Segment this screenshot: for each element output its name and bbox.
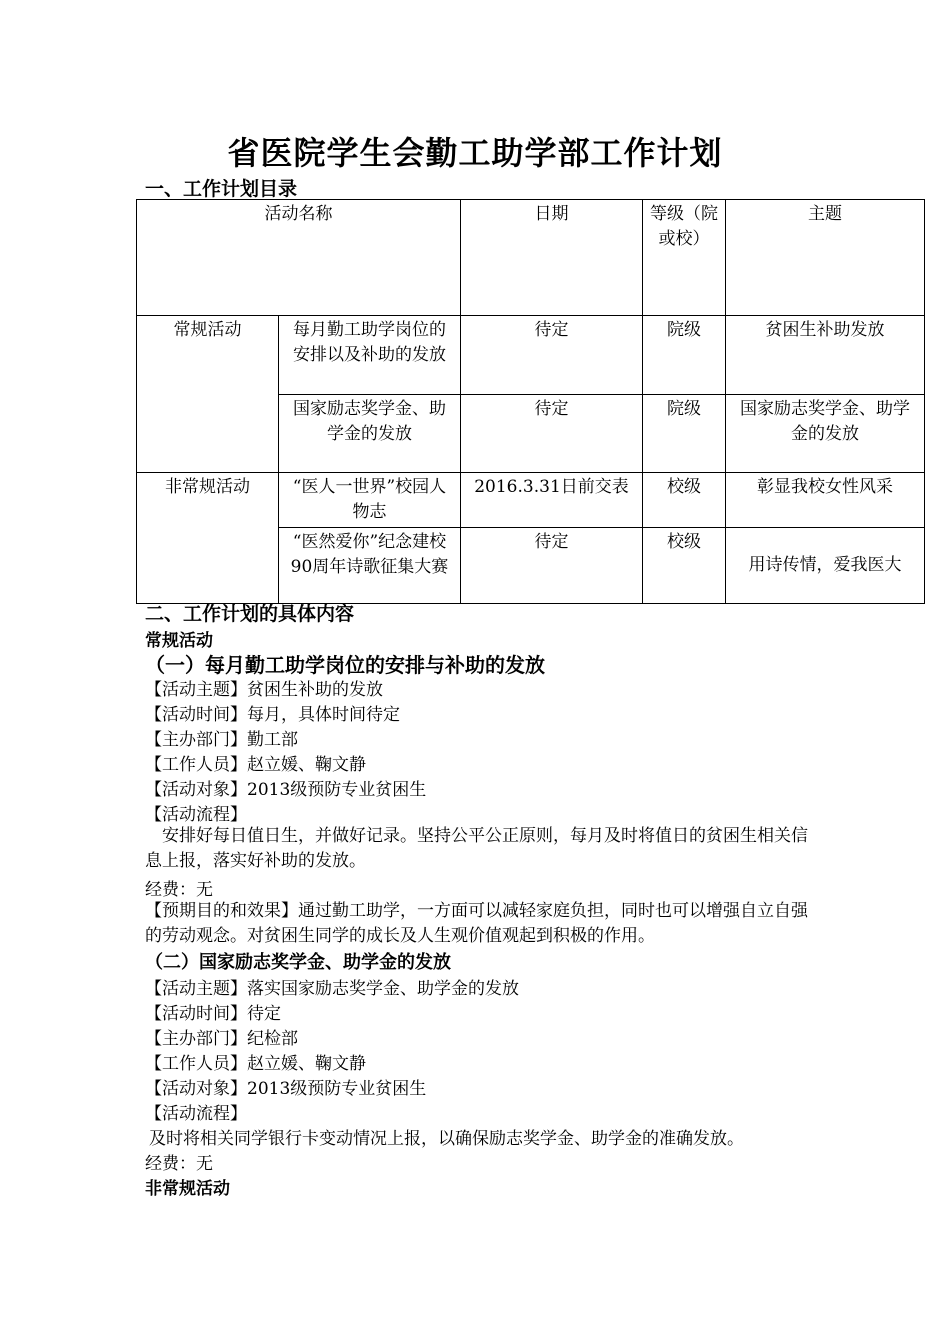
table-row: [137, 316, 925, 395]
row-level: 院级: [643, 316, 726, 395]
row-level: 校级: [643, 473, 726, 528]
row-date: 待定: [461, 316, 643, 395]
header-level: 等级（院或校）: [643, 200, 726, 316]
item2-fee: 经费：无: [145, 1154, 213, 1174]
row-theme: 彰显我校女性风采: [726, 473, 925, 528]
item1-theme: 【活动主题】贫困生补助的发放: [145, 680, 383, 700]
item1-fee: 经费：无: [145, 880, 213, 900]
row-date: 2016.3.31日前交表: [461, 473, 643, 528]
item2-flow-label: 【活动流程】: [145, 1104, 247, 1124]
item2-staff: 【工作人员】赵立媛、鞠文静: [145, 1054, 366, 1074]
row-level: 院级: [643, 395, 726, 473]
item2-theme: 【活动主题】落实国家励志奖学金、助学金的发放: [145, 979, 519, 999]
item2-flow-text: 及时将相关同学银行卡变动情况上报，以确保励志奖学金、助学金的准确发放。: [149, 1129, 744, 1149]
document-title: 省医院学生会勤工助学部工作计划: [227, 134, 723, 172]
regular-activities-label: 常规活动: [145, 631, 213, 651]
item1-time: 【活动时间】每月，具体时间待定: [145, 705, 400, 725]
row-name: “医然爱你”纪念建校90周年诗歌征集大赛: [279, 528, 461, 604]
row-name: 每月勤工助学岗位的安排以及补助的发放: [279, 316, 461, 395]
row-date: 待定: [461, 395, 643, 473]
row-level: 校级: [643, 528, 726, 604]
item1-target: 【活动对象】2013级预防专业贫困生: [145, 780, 427, 800]
item2-target: 【活动对象】2013级预防专业贫困生: [145, 1079, 427, 1099]
item1-staff: 【工作人员】赵立媛、鞠文静: [145, 755, 366, 775]
table-row: [137, 473, 925, 528]
plan-table: [136, 199, 925, 604]
section1-heading: 一、工作计划目录: [145, 178, 298, 200]
header-theme: 主题: [726, 200, 925, 316]
category-irregular: 非常规活动: [137, 473, 279, 604]
item1-heading: （一）每月勤工助学岗位的安排与补助的发放: [145, 653, 545, 677]
item2-dept: 【主办部门】纪检部: [145, 1029, 298, 1049]
item1-flow-label: 【活动流程】: [145, 805, 247, 825]
header-date: 日期: [461, 200, 643, 316]
item2-time: 【活动时间】待定: [145, 1004, 281, 1024]
row-theme: 贫困生补助发放: [726, 316, 925, 395]
header-activity-name: 活动名称: [137, 200, 461, 316]
item2-heading: （二）国家励志奖学金、助学金的发放: [145, 952, 451, 973]
row-date: 待定: [461, 528, 643, 604]
category-regular: 常规活动: [137, 316, 279, 473]
item1-dept: 【主办部门】勤工部: [145, 730, 298, 750]
item1-flow-text: 安排好每日值日生，并做好记录。坚持公平公正原则，每月及时将值日的贫困生相关信息上报，落实好补助的发放。: [145, 826, 808, 871]
section2-heading: 二、工作计划的具体内容: [145, 603, 355, 625]
row-name: 国家励志奖学金、助学金的发放: [279, 395, 461, 473]
item1-effect: 【预期目的和效果】通过勤工助学，一方面可以减轻家庭负担，同时也可以增强自立自强的劳动观念。对贫困生同学的成长及人生观价值观起到积极的作用。: [145, 901, 808, 946]
table-header-row: [137, 200, 925, 316]
row-name: “医人一世界”校园人物志: [279, 473, 461, 528]
row-theme: 国家励志奖学金、助学金的发放: [726, 395, 925, 473]
irregular-activities-label: 非常规活动: [145, 1179, 230, 1199]
row-theme: 用诗传情，爱我医大: [726, 528, 925, 604]
